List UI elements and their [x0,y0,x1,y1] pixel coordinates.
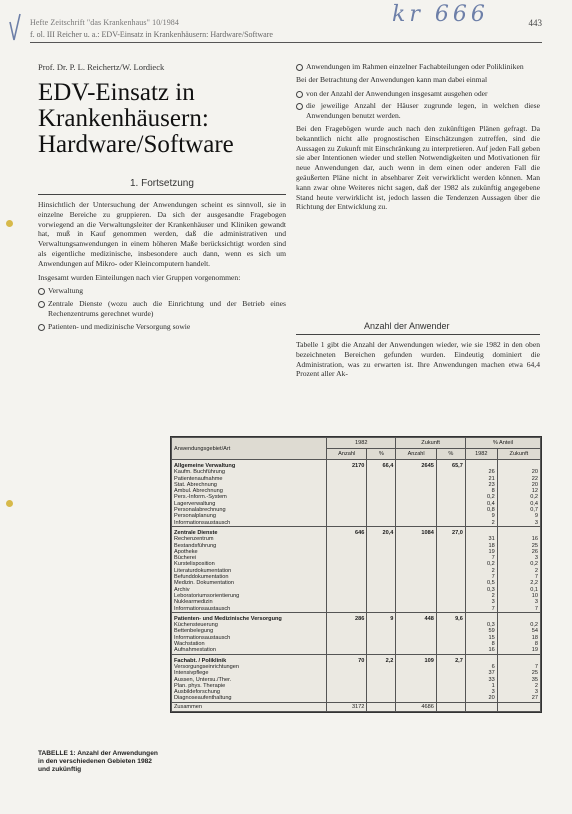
row-label: Ambul. Abrechnung [172,488,327,494]
cell-empty [396,606,436,613]
cell-pct-1982: 20,4 [367,526,396,536]
cell-anteil-1982: 7 [465,574,497,580]
paragraph: Insgesamt wurden Einteilungen nach vier Gruppen vorgenommen: [38,272,241,282]
row-label: Aufnahmestation [172,647,327,654]
col-header-anteil: % Anteil [465,438,540,449]
cell-anteil-1982: 1 [465,683,497,689]
cell-empty [396,695,436,702]
col-header-1982: 1982 [327,438,396,449]
cell-empty [396,647,436,654]
cell-anteil-1982: 21 [465,476,497,482]
cell-anteil-1982: 15 [465,635,497,641]
cell-empty [367,702,396,711]
row-label: Informationsaustausch [172,520,327,527]
paragraph: Bei den Fragebögen wurde auch nach den zukünftigen Plänen gefragt. Da bekanntlich nicht alle prognostischen Einschätzungen zutreffen, sind die Aussagen zu Zukunft mit Einschränkung zu interpretieren. Auf jeden Fall geben sie aber Intentionen wieder und stellen Notwendigkeiten und Motivationen für neue Anwendungen dar, auch wenn in dem einen oder anderen Fall die geäußerten Pläne nicht in absehbarer Zeit verwirklicht werden können. Man kann zwar ohne Weiteres nicht sagen, daß der 1982 als zukünftig angegebene Stand heute verwirklicht ist, jedoch lassen die Tendenzen Aussagen über die Richtung der Entwicklung zu. [296,123,540,212]
cell-anteil-zukunft: 7 [497,664,540,670]
row-label: Kaufm. Buchführung [172,469,327,475]
bullet-circle-icon [38,324,45,331]
cell-anteil-1982: 2 [465,593,497,599]
cell-empty [327,695,367,702]
group-name: Zentrale Dienste [172,526,327,536]
row-label: Bettenbelegung [172,628,327,634]
cell-empty [497,526,540,536]
cell-anteil-1982: 33 [465,677,497,683]
row-label: Kurstelisposition [172,561,327,567]
row-label: Literaturdokumentation [172,568,327,574]
total-anzahl-1982: 3172 [327,702,367,711]
cell-anteil-zukunft: 3 [497,555,540,561]
cell-empty [465,702,497,711]
cell-anteil-zukunft: 54 [497,628,540,634]
row-label: Befunddokumentation [172,574,327,580]
cell-anteil-1982: 0,8 [465,507,497,513]
table-row [172,520,541,527]
row-label: Küchensteuerung [172,622,327,628]
cell-anteil-1982: 31 [465,536,497,542]
row-label: Personalplanung [172,513,327,519]
cell-pct-1982: 66,4 [367,460,396,470]
table-group-row [172,654,541,664]
row-label: Archiv [172,587,327,593]
cell-anteil-1982: 18 [465,543,497,549]
cell-empty [436,695,465,702]
cell-anteil-1982: 8 [465,641,497,647]
cell-anteil-1982: 0,3 [465,622,497,628]
right-column-lower [296,340,540,383]
cell-anzahl-zukunft: 448 [396,612,436,622]
section-rule [296,334,540,335]
right-column [296,62,540,216]
cell-anteil-1982: 16 [465,647,497,654]
paragraph: Hinsichtlich der Untersuchung der Anwendungen scheint es sinnvoll, sie in einzelne Bereiche zu gruppieren. Da sich der ausgesandte Fragebogen vorwiegend an die Verwaltungsleiter der Krankenhäuser und Kliniken gewandt hat, muß in Kauf genommen werden, daß die administrativen und Verwaltungsanwendungen in einem höheren Maße berücksichtigt worden sind als eigentliche medizinische, insbesondere auch dann, wenn es sich um Anwendungen auf Mikro- oder Kleincomputern handelt. [38,200,286,268]
cell-anteil-zukunft: 35 [497,677,540,683]
cell-empty [436,702,465,711]
group-name: Allgemeine Verwaltung [172,460,327,470]
cell-pct-zukunft: 9,6 [436,612,465,622]
group-name: Fachabt. / Poliklinik [172,654,327,664]
cell-anteil-1982: 3 [465,689,497,695]
cell-anteil-zukunft: 12 [497,488,540,494]
cell-anteil-zukunft: 0,4 [497,501,540,507]
cell-anteil-1982: 59 [465,628,497,634]
cell-empty [367,695,396,702]
cell-anteil-zukunft: 10 [497,593,540,599]
row-label: Pers.-Inform.-System [172,494,327,500]
cell-anzahl-zukunft: 1084 [396,526,436,536]
journal-header: Hefte Zeitschrift "das Krankenhaus" 10/1984 [30,18,180,27]
table-total-row [172,702,541,711]
cell-anteil-1982: 2 [465,568,497,574]
table-caption: TABELLE 1: Anzahl der Anwendungen in den verschiedenen Gebieten 1982 und zukünftig [38,750,158,773]
bullet-circle-icon [296,91,303,98]
row-label: Plan. phys. Therapie [172,683,327,689]
cell-anteil-zukunft: 0,7 [497,507,540,513]
group-name: Patienten- und Medizinische Versorgung [172,612,327,622]
cell-anteil-zukunft: 0,2 [497,494,540,500]
col-header-anteil-zukunft: Zukunft [497,449,540,460]
cell-anteil-1982: 0,2 [465,494,497,500]
cell-empty [367,606,396,613]
table-group-row [172,460,541,470]
continuation-rule [38,194,286,195]
cell-anteil-1982: 37 [465,670,497,676]
cell-anteil-zukunft: 2 [497,683,540,689]
cell-empty [367,520,396,527]
col-header-anzahl: Anzahl [327,449,367,460]
cell-anteil-zukunft: 16 [497,536,540,542]
handwritten-note: kr 666 [392,2,489,27]
cell-empty [436,647,465,654]
row-label: Bücherei [172,555,327,561]
paragraph: Tabelle 1 gibt die Anzahl der Anwendungen wieder, wie sie 1982 in den oben bezeichneten Bereichen gefunden wurden. Eindeutig dominiert die Administration, was zu erwarten ist. Ihre Anwendungen machen etwa 64,4 Prozent aller Ak- [296,340,540,379]
cell-anteil-zukunft: 25 [497,670,540,676]
col-header-zukunft: Zukunft [396,438,465,449]
bullet-item: von der Anzahl der Anwendungen insgesamt ausgehen oder [296,89,540,99]
bullet-circle-icon [296,64,303,71]
cell-anteil-1982: 19 [465,549,497,555]
cell-anteil-zukunft: 27 [497,695,540,702]
page-number: 443 [528,18,542,28]
bullet-circle-icon [38,288,45,295]
table-group-row [172,612,541,622]
cell-pct-zukunft: 27,0 [436,526,465,536]
cell-anteil-zukunft: 25 [497,543,540,549]
row-label: Personalabrechnung [172,507,327,513]
bullet-item: Zentrale Dienste (wozu auch die Einrichtung und der Betrieb eines Rechenzentrums gerechnet wurde) [38,299,286,319]
row-label: Informationsaustausch [172,606,327,613]
cell-anteil-zukunft: 0,2 [497,622,540,628]
cell-anteil-zukunft: 26 [497,549,540,555]
article-authors: Prof. Dr. P. L. Reichertz/W. Lordieck [38,62,165,72]
header-rule [30,42,542,43]
row-label: Leboratoriumsorientierung [172,593,327,599]
row-label: Bestandsführung [172,543,327,549]
data-table [170,436,542,713]
cell-anteil-zukunft: 3 [497,599,540,605]
cell-anzahl-1982: 70 [327,654,367,664]
table-row [172,695,541,702]
bullet-item: Verwaltung [38,286,286,296]
row-label: Lagerverwaltung [172,501,327,507]
cell-empty [327,647,367,654]
cell-anteil-1982: 3 [465,599,497,605]
cell-anteil-1982: 0,4 [465,501,497,507]
bullet-item: die jeweilige Anzahl der Häuser zugrunde legen, in welchen diese Anwendungen benutzt werden. [296,101,540,121]
row-label: Apotheke [172,549,327,555]
left-column [38,200,286,335]
cell-empty [497,612,540,622]
cell-anteil-zukunft: 18 [497,635,540,641]
row-label: Versorgungseinrichtungen [172,664,327,670]
cell-empty [367,647,396,654]
cell-empty [465,526,497,536]
cell-empty [497,460,540,470]
cell-anteil-1982: 0,3 [465,587,497,593]
cell-empty [436,606,465,613]
total-anzahl-zukunft: 4686 [396,702,436,711]
cell-anteil-zukunft: 7 [497,574,540,580]
table-row [172,606,541,613]
punch-hole-mark [6,220,13,227]
row-label: Intensivpflege [172,670,327,676]
col-header-pct: % [436,449,465,460]
cell-empty [436,520,465,527]
row-label: Aussen, Untersu./Ther. [172,677,327,683]
cell-empty [465,654,497,664]
row-label: Ausbildeforschung [172,689,327,695]
cell-empty [396,520,436,527]
row-label: Diagnoseaufenthaltung [172,695,327,702]
cell-anteil-1982: 26 [465,469,497,475]
cell-empty [465,612,497,622]
row-label: Wachstation [172,641,327,647]
cell-anteil-1982: 7 [465,555,497,561]
cell-anteil-1982: 0,5 [465,580,497,586]
cell-anzahl-1982: 2170 [327,460,367,470]
bullet-circle-icon [296,103,303,110]
col-header-anzahl: Anzahl [396,449,436,460]
section-heading: Anzahl der Anwender [364,321,450,331]
cell-anteil-zukunft: 19 [497,647,540,654]
cell-anzahl-1982: 286 [327,612,367,622]
punch-hole-mark [6,500,13,507]
cell-pct-zukunft: 65,7 [436,460,465,470]
col-header-pct: % [367,449,396,460]
article-title: EDV-Einsatz in Krankenhäusern: Hardware/Software [38,79,234,158]
cell-anteil-zukunft: 20 [497,482,540,488]
cell-empty [327,520,367,527]
row-label: Rechenzentrum [172,536,327,542]
row-label: Medizin. Dokumentation [172,580,327,586]
cell-empty [497,654,540,664]
cell-anteil-zukunft: 9 [497,513,540,519]
col-header-label: Anwendungsgebiet/Art [172,438,327,460]
cell-anteil-1982: 2 [465,520,497,527]
cell-anteil-1982: 7 [465,606,497,613]
cell-anteil-1982: 6 [465,664,497,670]
bullet-circle-icon [38,301,45,308]
cell-anteil-1982: 9 [465,513,497,519]
continuation-label: 1. Fortsetzung [130,178,194,189]
cell-anteil-1982: 0,2 [465,561,497,567]
cell-anteil-zukunft: 0,1 [497,587,540,593]
bullet-item: Anwendungen im Rahmen einzelner Fachabteilungen oder Polikliniken [296,62,540,72]
cell-anteil-1982: 8 [465,488,497,494]
cell-anteil-1982: 20 [465,695,497,702]
cell-anteil-zukunft: 2 [497,568,540,574]
table-row [172,647,541,654]
cell-pct-1982: 2,2 [367,654,396,664]
cell-anteil-zukunft: 8 [497,641,540,647]
cell-anteil-zukunft: 3 [497,520,540,527]
total-label: Zusammen [172,702,327,711]
handwritten-check-icon [8,12,22,42]
cell-anteil-zukunft: 20 [497,469,540,475]
row-label: Patientenaufnahme [172,476,327,482]
cell-anteil-zukunft: 22 [497,476,540,482]
row-label: Nuklearmedizin [172,599,327,605]
running-header: f. ol. III Reicher u. a.: EDV-Einsatz in Krankenhäusern: Hardware/Software [30,30,273,39]
bullet-item: Patienten- und medizinische Versorgung sowie [38,322,286,332]
cell-anteil-zukunft: 0,2 [497,561,540,567]
cell-empty [497,702,540,711]
paragraph: Bei der Betrachtung der Anwendungen kann man dabei einmal [296,74,488,84]
col-header-anteil-1982: 1982 [465,449,497,460]
row-label: Informationsaustausch [172,635,327,641]
cell-anzahl-1982: 646 [327,526,367,536]
cell-pct-1982: 9 [367,612,396,622]
cell-anteil-zukunft: 3 [497,689,540,695]
cell-anzahl-zukunft: 2645 [396,460,436,470]
cell-anzahl-zukunft: 109 [396,654,436,664]
row-label: Stat. Abrechnung [172,482,327,488]
cell-anteil-1982: 23 [465,482,497,488]
table-group-row [172,526,541,536]
cell-anteil-zukunft: 2,2 [497,580,540,586]
cell-anteil-zukunft: 7 [497,606,540,613]
cell-empty [465,460,497,470]
cell-empty [327,606,367,613]
cell-pct-zukunft: 2,7 [436,654,465,664]
